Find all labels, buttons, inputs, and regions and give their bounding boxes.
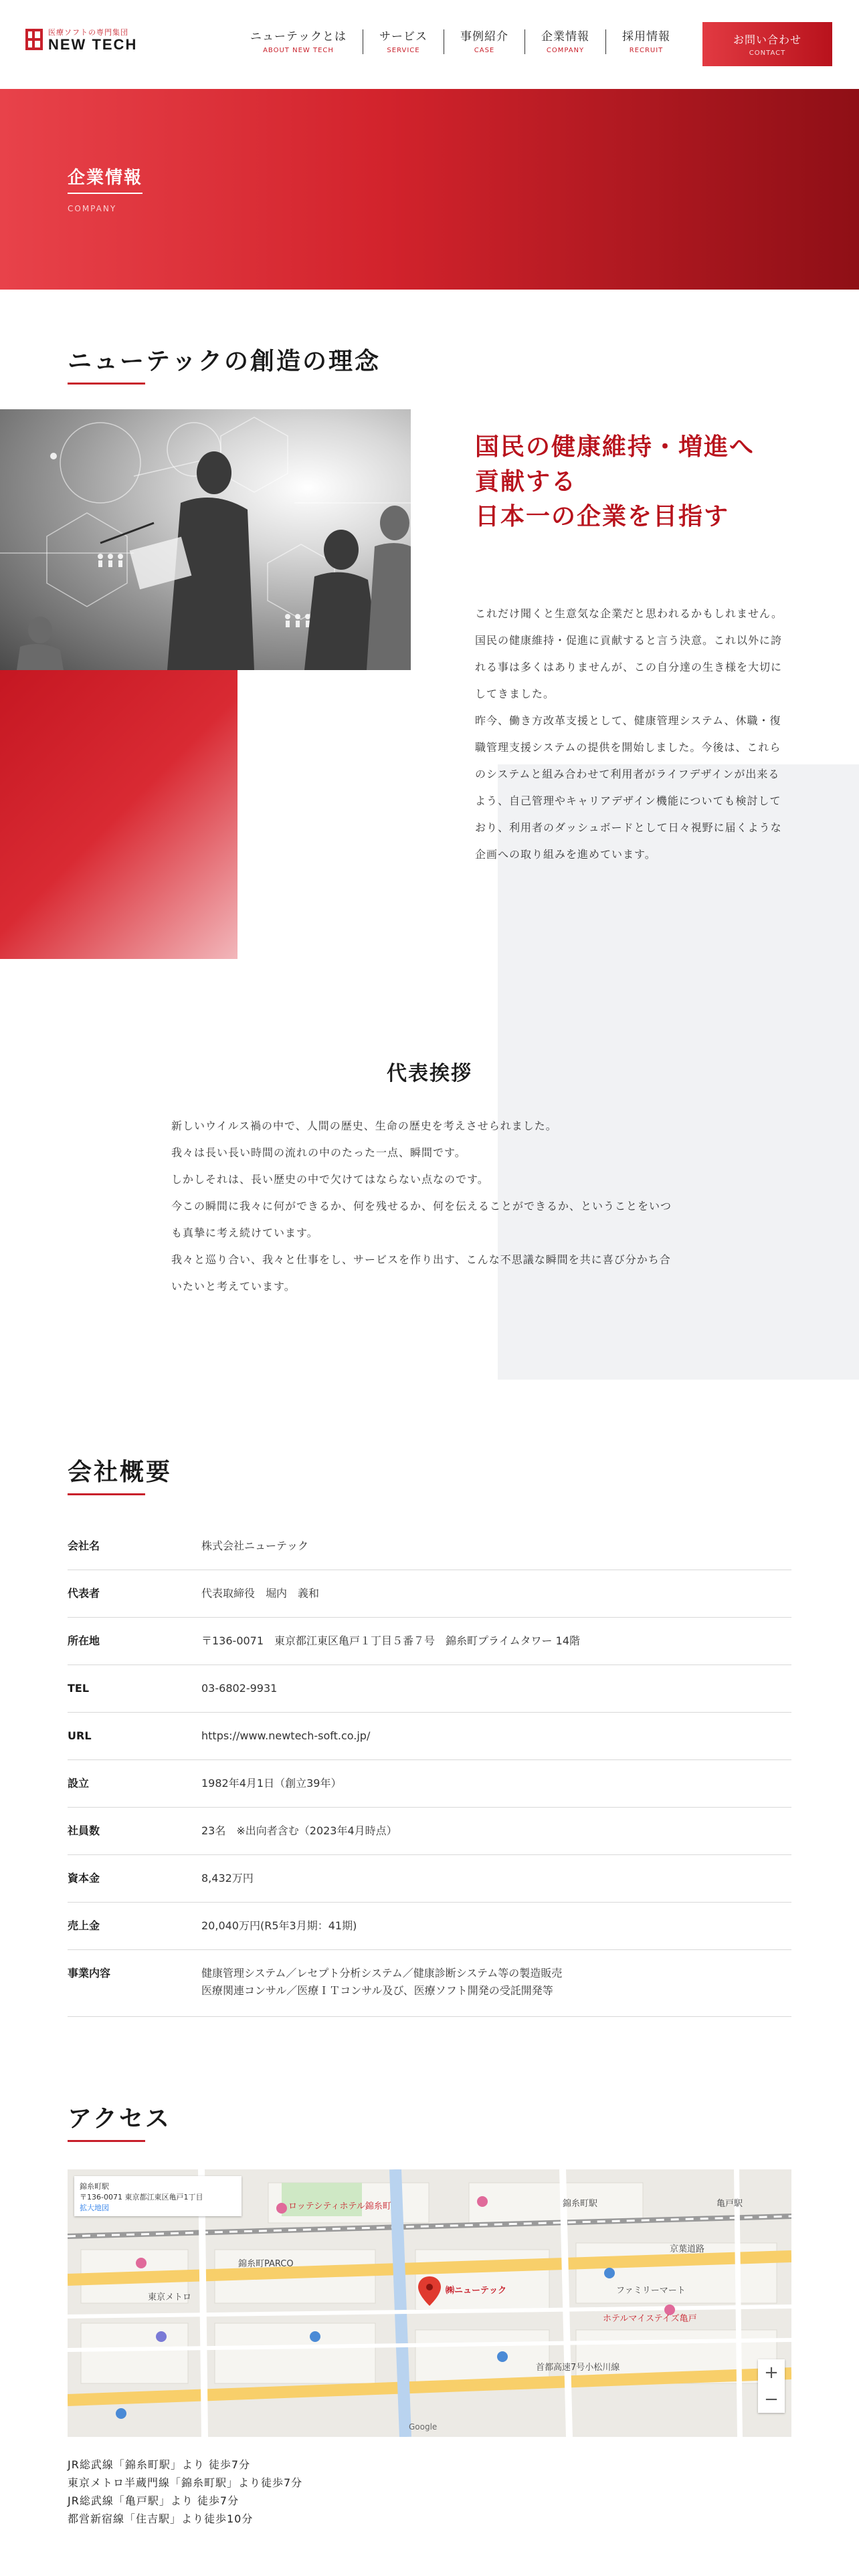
- nav-item-case[interactable]: [444, 29, 524, 54]
- philosophy-rule: [68, 383, 145, 385]
- table-row: [68, 1570, 791, 1618]
- page-hero: [0, 89, 859, 290]
- nav-label: 企業情報: [541, 30, 589, 43]
- philosophy-photo: [0, 409, 411, 670]
- map-pin-label: ㈱ニューテック: [446, 2286, 507, 2296]
- greeting-text: [171, 1113, 680, 1300]
- table-row: [68, 1855, 791, 1903]
- row-label: 売上金: [68, 1919, 100, 1932]
- map-label: 京葉道路: [670, 2244, 705, 2254]
- access-map[interactable]: [68, 2169, 791, 2437]
- row-value: 株式会社ニューテック: [201, 1539, 309, 1552]
- map-label: 東京メトロ: [148, 2292, 192, 2302]
- map-label: 亀戸駅: [717, 2199, 743, 2209]
- row-label: 設立: [68, 1777, 90, 1790]
- philosophy-text: [475, 601, 789, 868]
- nav-sublabel: COMPANY: [546, 47, 585, 54]
- row-value: 1982年4月1日（創立39年）: [201, 1777, 342, 1790]
- map-info-address: 〒136-0071 東京都江東区亀戸1丁目: [80, 2193, 203, 2202]
- row-value: 8,432万円: [201, 1872, 254, 1885]
- row-label: 所在地: [68, 1634, 100, 1647]
- row-label: URL: [68, 1729, 92, 1742]
- row-label: 代表者: [68, 1587, 100, 1600]
- zoom-in-icon[interactable]: +: [764, 2363, 779, 2383]
- company-info-table: [68, 1523, 791, 2017]
- map-info-card: [74, 2176, 242, 2216]
- logo-name: NEW TECH: [48, 36, 138, 53]
- row-value: 代表取締役 堀内 義和: [201, 1587, 320, 1600]
- nav-sublabel: RECRUIT: [629, 47, 664, 54]
- nav-item-recruit[interactable]: [605, 29, 686, 54]
- mission-line: 日本一の企業を目指す: [475, 503, 730, 530]
- greeting-paragraph: 新しいウイルス禍の中で、人間の歴史、生命の歴史を考えさせられました。: [171, 1119, 557, 1132]
- row-value[interactable]: 03-6802-9931: [201, 1682, 278, 1695]
- table-row: [68, 1903, 791, 1950]
- map-zoom-control: [758, 2359, 785, 2413]
- contact-button[interactable]: [702, 22, 832, 66]
- overview-title: 会社概要: [68, 1459, 173, 1486]
- contact-sublabel: CONTACT: [749, 49, 786, 57]
- access-rule: [68, 2140, 145, 2142]
- researcher-illustration: [0, 409, 411, 670]
- row-value: 23名 ※出向者含む（2023年4月時点）: [201, 1824, 397, 1837]
- mission-line: 国民の健康維持・増進へ: [475, 433, 755, 461]
- greeting-title: 代表挨拶: [387, 1062, 472, 1085]
- table-row: [68, 1950, 791, 2017]
- overview-rule: [68, 1493, 145, 1495]
- nav-label: 事例紹介: [460, 30, 508, 43]
- nav-item-about[interactable]: [234, 29, 363, 54]
- page-title: 企業情報: [68, 164, 142, 194]
- map-label: ホテルマイステイズ亀戸: [603, 2314, 697, 2324]
- nav-label: サービス: [379, 30, 427, 43]
- row-label: 社員数: [68, 1824, 100, 1837]
- access-line: JR総武線「錦糸町駅」より 徒歩7分: [68, 2458, 251, 2471]
- greeting-paragraph: 今この瞬間に我々に何ができるか、何を残せるか、何を伝えることができるか、ということをいつも真摯に考え続けています。: [171, 1200, 672, 1239]
- greeting-paragraph: 我々は長い長い時間の流れの中のたった一点、瞬間です。: [171, 1146, 466, 1159]
- access-line: JR総武線「亀戸駅」より 徒歩7分: [68, 2494, 240, 2507]
- philosophy-title: ニューテックの創造の理念: [68, 348, 381, 375]
- nav-item-company[interactable]: [524, 29, 605, 54]
- map-enlarge-link[interactable]: 拡大地図: [80, 2204, 109, 2212]
- nav-label: 採用情報: [622, 30, 670, 43]
- row-label: 資本金: [68, 1872, 100, 1885]
- table-row: [68, 1665, 791, 1713]
- nav-item-service[interactable]: [363, 29, 444, 54]
- logo-icon: [25, 29, 43, 50]
- greeting-paragraph: 我々と巡り合い、我々と仕事をし、サービスを作り出す、こんな不思議な瞬間を共に喜び分かち合いたいと考えています。: [171, 1253, 671, 1293]
- row-label: 会社名: [68, 1539, 100, 1552]
- map-label: ファミリーマート: [616, 2286, 686, 2296]
- row-value[interactable]: https://www.newtech-soft.co.jp/: [201, 1729, 371, 1742]
- philosophy-paragraph: 昨今、働き方改革支援として、健康管理システム、休職・復職管理支援システムの提供を開始しました。今後は、これらのシステムと組み合わせて利用者がライフデザインが出来るよう、自己管理やキャリアデザイン機能についても検討しており、利用者のダッシュボードとして日々視野に届くような企画への取り組みを進めています。: [475, 714, 782, 861]
- map-label: 錦糸町PARCO: [238, 2259, 294, 2269]
- contact-label: お問い合わせ: [733, 33, 801, 46]
- table-row: [68, 1523, 791, 1570]
- page-subtitle: COMPANY: [68, 204, 117, 213]
- table-row: [68, 1618, 791, 1665]
- table-row: [68, 1760, 791, 1808]
- logo-tagline: 医療ソフトの専門集団: [48, 28, 128, 37]
- nav-sublabel: SERVICE: [387, 47, 420, 54]
- map-info-title: 錦糸町駅: [80, 2182, 109, 2191]
- main-nav: [234, 29, 686, 54]
- map-label: 錦糸町駅: [563, 2199, 598, 2209]
- map-google-label: Google: [409, 2422, 438, 2432]
- row-label: TEL: [68, 1682, 90, 1695]
- nav-sublabel: CASE: [474, 47, 495, 54]
- row-label: 事業内容: [68, 1967, 111, 1979]
- nav-label: ニューテックとは: [250, 30, 347, 43]
- greeting-paragraph: しかしそれは、長い歴史の中で欠けてはならない点なのです。: [171, 1173, 489, 1186]
- mission-line: 貢献する: [475, 468, 577, 496]
- nav-sublabel: ABOUT NEW TECH: [263, 47, 334, 54]
- table-row: [68, 1808, 791, 1855]
- philosophy-paragraph: これだけ聞くと生意気な企業だと思われるかもしれません。: [475, 607, 783, 620]
- philosophy-paragraph: 国民の健康維持・促進に貢献すると言う決意。これ以外に誇れる事は多くはありませんが、この自分達の生き様を大切にしてきました。: [475, 634, 783, 700]
- map-label: ロッテシティホテル錦糸町: [288, 2202, 391, 2212]
- access-title: アクセス: [68, 2105, 171, 2133]
- mission-statement: [475, 430, 796, 534]
- logo[interactable]: [25, 27, 137, 52]
- zoom-out-icon[interactable]: −: [764, 2389, 779, 2409]
- access-directions: [68, 2456, 670, 2528]
- decorative-red-block: [0, 670, 237, 959]
- row-value: 〒136-0071 東京都江東区亀戸１丁目５番７号 錦糸町プライムタワー 14階: [201, 1634, 580, 1647]
- table-row: [68, 1713, 791, 1760]
- row-value: 20,040万円(R5年3月期：41期): [201, 1919, 357, 1932]
- site-header: [0, 0, 859, 89]
- access-line: 東京メトロ半蔵門線「錦糸町駅」より徒歩7分: [68, 2476, 303, 2489]
- row-value: 健康管理システム／レセプト分析システム／健康診断システム等の製造販売 医療関連コンサル／医療ＩＴコンサル及び、医療ソフト開発の受託開発等: [201, 1967, 563, 1997]
- map-label: 首都高速7号小松川線: [536, 2363, 620, 2373]
- access-line: 都営新宿線「住吉駅」より徒歩10分: [68, 2512, 254, 2525]
